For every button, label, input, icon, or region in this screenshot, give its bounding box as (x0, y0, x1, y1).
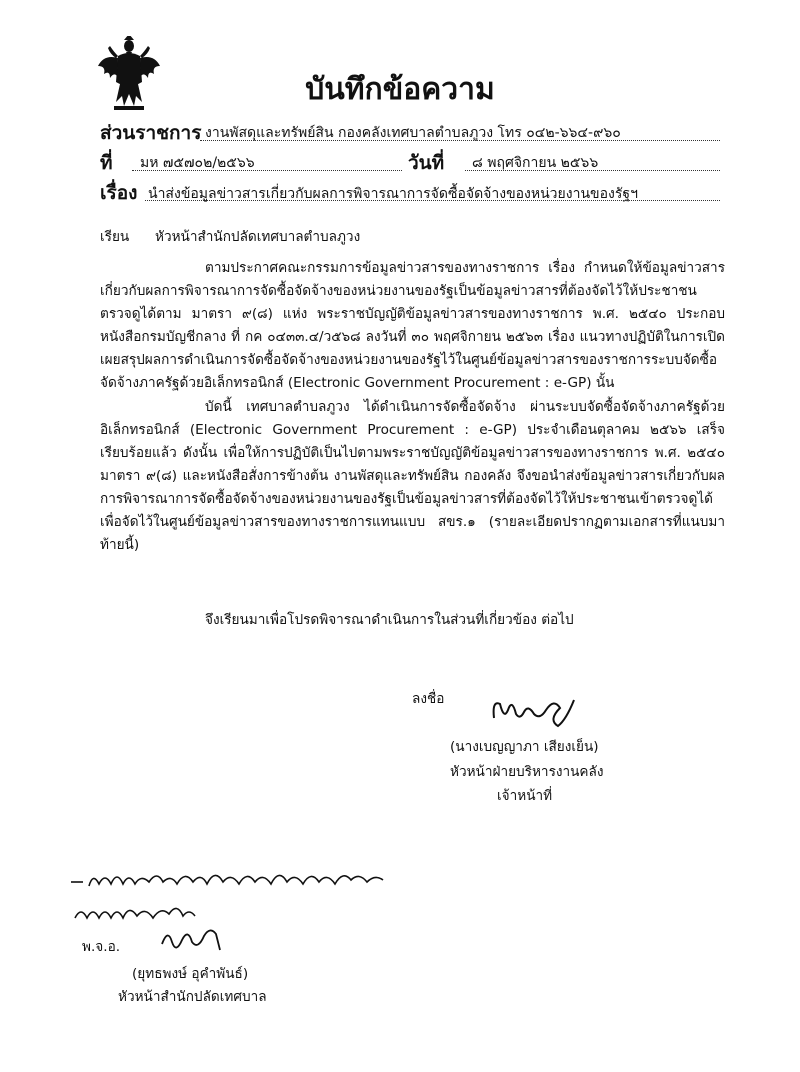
deputy-label: พ.จ.อ. (82, 939, 121, 955)
date-underline (465, 170, 720, 171)
ref-label: ที่ (100, 152, 113, 174)
closing-line: จึงเรียนมาเพื่อโปรดพิจารณาดำเนินการในส่วนที่เกี่ยวข้อง ต่อไป (205, 612, 574, 628)
agency-underline (200, 140, 720, 141)
subject-underline (145, 200, 720, 201)
date-label: วันที่ (408, 152, 445, 174)
signer-position-2: เจ้าหน้าที่ (497, 788, 553, 804)
date-value: ๘ พฤศจิกายน ๒๕๖๖ (472, 155, 599, 171)
to-value: หัวหน้าสำนักปลัดเทศบาลตำบลภูวง (155, 229, 361, 245)
endorser-position: หัวหน้าสำนักปลัดเทศบาล (118, 989, 267, 1005)
signer-name: (นางเบญญาภา เสียงเย็น) (450, 739, 599, 755)
handwritten-endorsement (65, 858, 415, 938)
handwritten-signature (488, 690, 578, 730)
body-paragraph-2: บัดนี้ เทศบาลตำบลภูวง ได้ดำเนินการจัดซื้อจัดจ้าง ผ่านระบบจัดซื้อจัดจ้างภาครัฐด้วยอิเล็กทรอนิกส์ (Electronic Government Procurement : e-GP) ประจำเดือนตุลาคม ๒๕๖๖ เสร็จเรียบร้อยแล้ว ดังนั้น เพื่อให้การปฏิบัติเป็นไปตามพระราชบัญญัติข้อมูลข่าวสารของทางราชการ พ.ศ. ๒๕๔๐ มาตรา ๙(๘) และหนังสือสั่งการข้างต้น งานพัสดุและทรัพย์สิน กองคลัง จึงขอนำส่งข้อมูลข่าวสารเกี่ยวกับผลการพิจารณาการจัดซื้อจัดจ้างของหน่วยงานของรัฐเป็นข้อมูลข่าวสารที่ต้องจัดไว้ให้ประชาชนเข้าตรวจดูได้ เพื่อจัดไว้ในศูนย์ข้อมูลข่าวสารของทางราชการแทนแบบ สขร.๑ (รายละเอียดปรากฏตามเอกสารที่แนบมาท้ายนี้) (100, 399, 725, 553)
endorser-name: (ยุทธพงษ์ อุคำพันธ์) (132, 966, 249, 982)
agency-label: ส่วนราชการ (100, 122, 202, 144)
to-label: เรียน (100, 229, 130, 245)
sign-label: ลงชื่อ (412, 691, 445, 707)
signer-position-1: หัวหน้าฝ่ายบริหารงานคลัง (450, 764, 604, 780)
ref-value: มห ๗๕๗๐๒/๒๕๖๖ (140, 155, 255, 171)
memo-title: บันทึกข้อความ (305, 72, 495, 107)
ref-underline (132, 170, 402, 171)
subject-value: นำส่งข้อมูลข่าวสารเกี่ยวกับผลการพิจารณาการจัดซื้อจัดจ้างของหน่วยงานของรัฐฯ (148, 186, 638, 202)
agency-value: งานพัสดุและทรัพย์สิน กองคลังเทศบาลตำบลภูวง โทร ๐๔๒-๖๖๔-๙๖๐ (205, 125, 621, 141)
subject-label: เรื่อง (100, 182, 138, 204)
body-paragraph-1: ตามประกาศคณะกรรมการข้อมูลข่าวสารของทางราชการ เรื่อง กำหนดให้ข้อมูลข่าวสารเกี่ยวกับผลการพิจารณาการจัดซื้อจัดจ้างของหน่วยงานของรัฐเป็นข้อมูลข่าวสารที่ต้องจัดไว้ให้ประชาชนตรวจดูได้ตาม มาตรา ๙(๘) แห่ง พระราชบัญญัติข้อมูลข่าวสารของทางราชการ พ.ศ. ๒๕๔๐ ประกอบหนังสือกรมบัญชีกลาง ที่ กค ๐๔๓๓.๔/ว๕๖๘ ลงวันที่ ๓๐ พฤศจิกายน ๒๕๖๓ เรื่อง แนวทางปฏิบัติในการเปิดเผยสรุปผลการดำเนินการจัดซื้อจัดจ้างของหน่วยงานของรัฐไว้ในศูนย์ข้อมูลข่าวสารของราชการระบบจัดซื้อจัดจ้างภาครัฐด้วยอิเล็กทรอนิกส์ (Electronic Government Procurement : e-GP) นั้น (100, 260, 725, 391)
endorsement-signature (158, 920, 228, 960)
